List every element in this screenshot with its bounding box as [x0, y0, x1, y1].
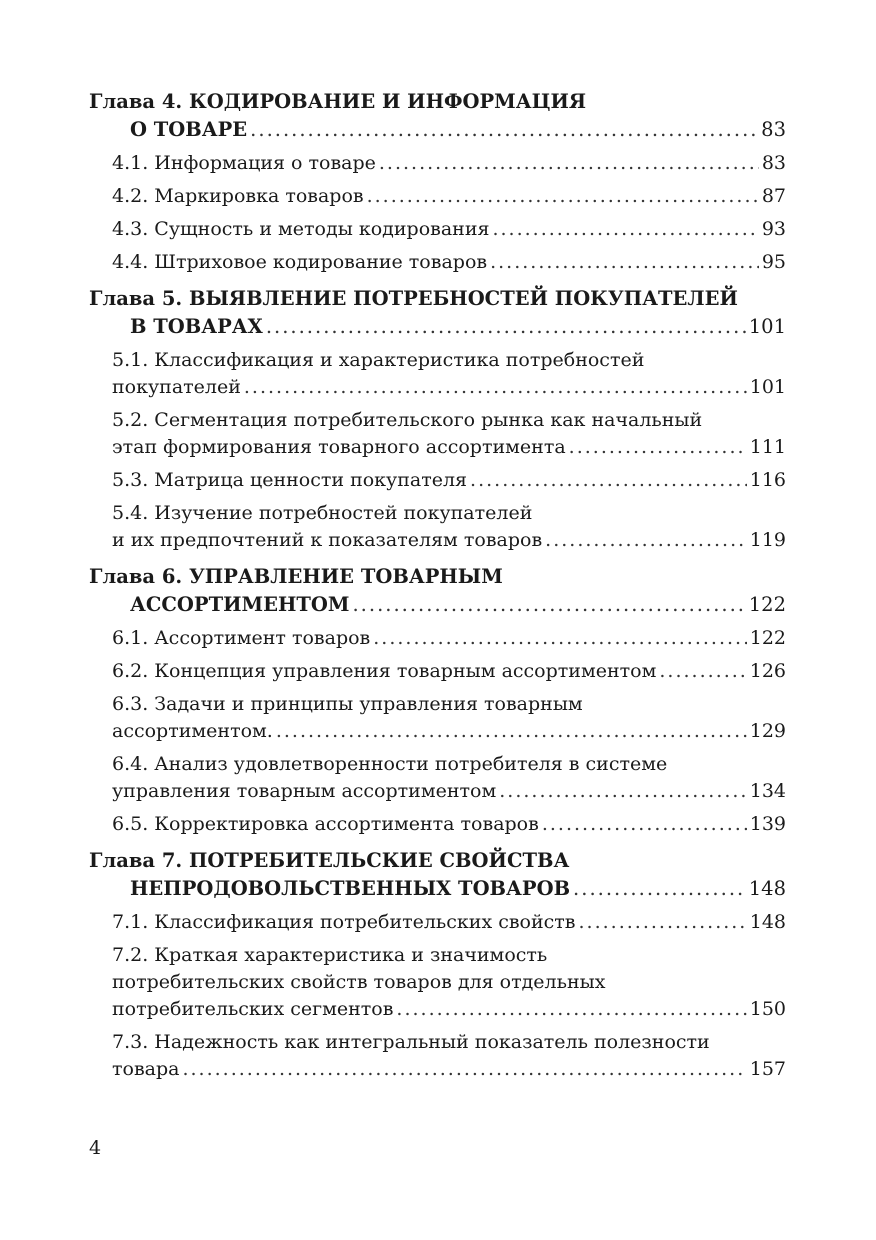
entry-title: 4.3. Сущность и методы кодирования: [112, 218, 490, 240]
chapter-title-line[interactable]: [89, 116, 786, 144]
dot-leader: [492, 216, 758, 243]
toc-entry[interactable]: [89, 183, 786, 210]
page-number: 122: [749, 627, 786, 649]
page-number: 111: [749, 436, 786, 458]
dot-leader: [542, 811, 747, 838]
dot-leader: [573, 875, 746, 903]
dot-leader: [373, 625, 746, 652]
chapter-4: [89, 88, 786, 276]
page-number: 93: [761, 218, 786, 240]
dot-leader: [659, 658, 746, 685]
chapter-heading: Глава 6. УПРАВЛЕНИЕ ТОВАРНЫМ: [89, 565, 503, 588]
chapter-title: НЕПРОДОВОЛЬСТВЕННЫХ ТОВАРОВ: [130, 877, 571, 900]
entry-title-line: 5.2. Сегментация потребительского рынка как начальный: [112, 409, 703, 431]
page-number: 139: [749, 813, 786, 835]
dot-leader: [250, 116, 758, 144]
entry-title: 4.2. Маркировка товаров: [112, 185, 364, 207]
toc-entry[interactable]: [89, 216, 786, 243]
page-number: 134: [749, 780, 786, 802]
entry-title: ассортиментом.: [112, 720, 273, 742]
entry-title-line: 6.4. Анализ удовлетворенности потребителя в системе: [112, 753, 668, 775]
entry-title: этап формирования товарного ассортимента: [112, 436, 566, 458]
toc-entry[interactable]: [89, 249, 786, 276]
entry-title: 6.1. Ассортимент товаров: [112, 627, 371, 649]
entry-title: 6.5. Корректировка ассортимента товаров: [112, 813, 539, 835]
toc-entry[interactable]: [89, 909, 786, 936]
toc-entry[interactable]: [89, 347, 786, 401]
entry-title-line: 6.3. Задачи и принципы управления товарным: [112, 693, 583, 715]
chapter-title: О ТОВАРЕ: [130, 118, 248, 141]
dot-leader: [182, 1056, 746, 1083]
toc-entry[interactable]: [89, 625, 786, 652]
dot-leader: [470, 467, 747, 494]
toc-entry[interactable]: [89, 751, 786, 805]
entry-title: 4.1. Информация о товаре: [112, 152, 376, 174]
toc-entry[interactable]: [89, 407, 786, 461]
entry-title: 7.1. Классификация потребительских свойств: [112, 911, 576, 933]
entry-title: 5.3. Матрица ценности покупателя: [112, 469, 468, 491]
dot-leader: [276, 718, 747, 745]
toc-entry[interactable]: [89, 658, 786, 685]
toc-entry[interactable]: [89, 500, 786, 554]
chapter-heading: Глава 4. КОДИРОВАНИЕ И ИНФОРМАЦИЯ: [89, 90, 587, 113]
page-number: 83: [761, 118, 786, 141]
dot-leader: [396, 996, 746, 1023]
page-number: 148: [748, 877, 786, 900]
page-number: 87: [761, 185, 786, 207]
dot-leader: [367, 183, 759, 210]
page-number: 129: [749, 720, 786, 742]
entry-title: потребительских сегментов: [112, 998, 394, 1020]
dot-leader: [266, 313, 746, 341]
chapter-heading: Глава 7. ПОТРЕБИТЕЛЬСКИЕ СВОЙСТВА: [89, 849, 570, 872]
entry-title: управления товарным ассортиментом: [112, 780, 497, 802]
chapter-title: В ТОВАРАХ: [130, 315, 263, 338]
toc-entry[interactable]: [89, 467, 786, 494]
toc-entry[interactable]: [89, 150, 786, 177]
page-number: 150: [749, 998, 786, 1020]
entry-title-line: потребительских свойств товаров для отдельных: [112, 971, 606, 993]
entry-title-line: 5.1. Классификация и характеристика потребностей: [112, 349, 645, 371]
chapter-7: [89, 847, 786, 1083]
page-number: 148: [749, 911, 786, 933]
chapter-title-line[interactable]: [89, 313, 786, 341]
page-number: 126: [749, 660, 786, 682]
toc-entry[interactable]: [89, 942, 786, 1023]
entry-title-line: 5.4. Изучение потребностей покупателей: [112, 502, 533, 524]
page-number: 157: [749, 1058, 786, 1080]
entry-title-line: 7.3. Надежность как интегральный показатель полезности: [112, 1031, 710, 1053]
table-of-contents: [89, 88, 786, 1092]
entry-title: товара: [112, 1058, 180, 1080]
chapter-title-line[interactable]: [89, 875, 786, 903]
toc-entry[interactable]: [89, 811, 786, 838]
page-number: 119: [749, 529, 786, 551]
entry-title: 4.4. Штриховое кодирование товаров: [112, 251, 488, 273]
entry-title: покупателей: [112, 376, 241, 398]
chapter-heading: Глава 5. ВЫЯВЛЕНИЕ ПОТРЕБНОСТЕЙ ПОКУПАТЕЛЕЙ: [89, 287, 738, 310]
entry-title: 6.2. Концепция управления товарным ассортиментом: [112, 660, 657, 682]
page-number: 83: [761, 152, 786, 174]
entry-title: и их предпочтений к показателям товаров: [112, 529, 543, 551]
toc-entry[interactable]: [89, 1029, 786, 1083]
page-number: 122: [748, 593, 786, 616]
chapter-6: [89, 563, 786, 838]
chapter-title: АССОРТИМЕНТОМ: [130, 593, 350, 616]
chapter-title-line[interactable]: [89, 591, 786, 619]
dot-leader: [490, 249, 759, 276]
dot-leader: [352, 591, 745, 619]
dot-leader: [244, 374, 747, 401]
chapter-5: [89, 285, 786, 554]
page-number: 116: [749, 469, 786, 491]
page-folio: 4: [89, 1137, 102, 1159]
page-number: 101: [748, 315, 786, 338]
page-number: 95: [761, 251, 786, 273]
page-number: 101: [749, 376, 786, 398]
toc-entry[interactable]: [89, 691, 786, 745]
dot-leader: [569, 434, 747, 461]
dot-leader: [545, 527, 747, 554]
dot-leader: [379, 150, 759, 177]
entry-title-line: 7.2. Краткая характеристика и значимость: [112, 944, 548, 966]
dot-leader: [579, 909, 747, 936]
dot-leader: [499, 778, 746, 805]
